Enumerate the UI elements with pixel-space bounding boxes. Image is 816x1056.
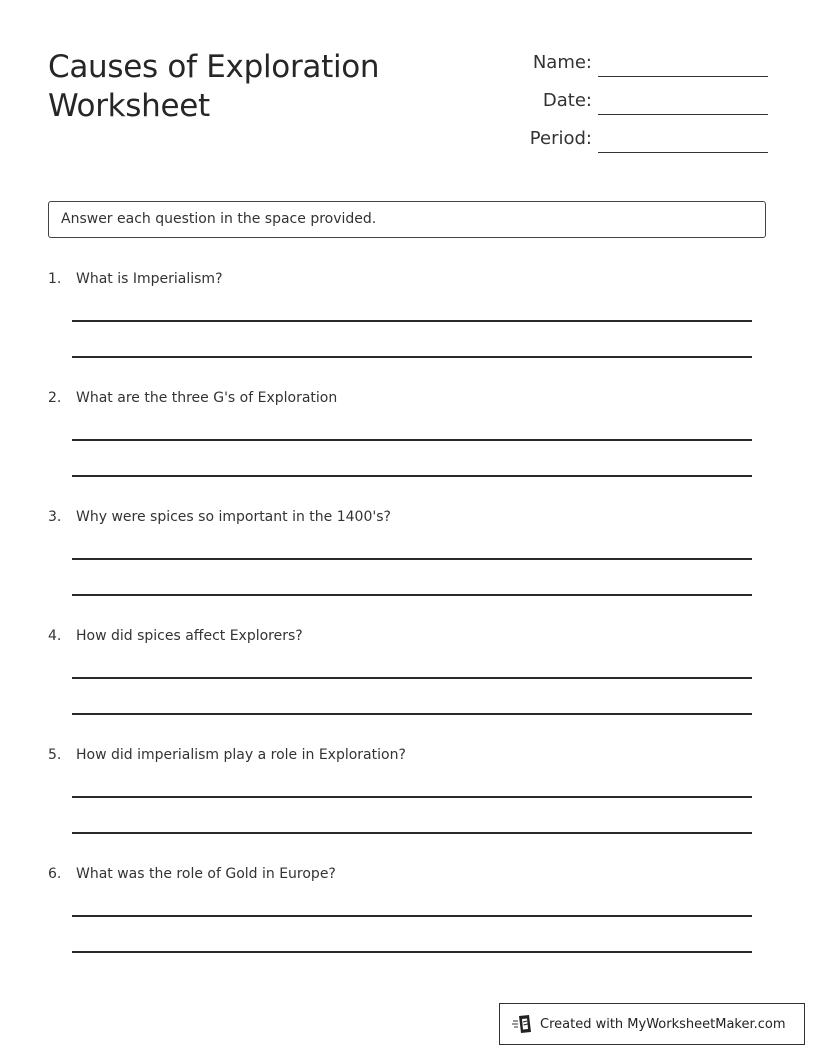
- answer-line-2[interactable]: [72, 475, 752, 477]
- question-number: 1.: [48, 271, 62, 287]
- title-line-1: Causes of Exploration: [48, 49, 380, 85]
- worksheet-title: [48, 48, 468, 126]
- answer-line-2[interactable]: [72, 832, 752, 834]
- answer-line-2[interactable]: [72, 356, 752, 358]
- question-number: 6.: [48, 866, 62, 882]
- question-number: 2.: [48, 390, 62, 406]
- question-6: [48, 866, 768, 985]
- instructions-box: Answer each question in the space provided.: [48, 201, 766, 238]
- answer-line-2[interactable]: [72, 713, 752, 715]
- question-5: [48, 747, 768, 866]
- question-1: [48, 271, 768, 390]
- footer-credit-text: Created with MyWorksheetMaker.com: [540, 1016, 786, 1032]
- answer-line-1[interactable]: [72, 796, 752, 798]
- question-text: What was the role of Gold in Europe?: [76, 866, 336, 882]
- student-info-fields: [500, 50, 768, 164]
- worksheet-maker-logo-icon: [512, 1013, 534, 1035]
- name-blank-line[interactable]: [598, 76, 768, 77]
- question-3: [48, 509, 768, 628]
- answer-line-1[interactable]: [72, 558, 752, 560]
- footer-credit-badge[interactable]: [499, 1003, 805, 1045]
- question-2: [48, 390, 768, 509]
- answer-line-1[interactable]: [72, 677, 752, 679]
- date-field: [500, 88, 768, 126]
- question-number: 3.: [48, 509, 62, 525]
- name-label: Name:: [532, 52, 592, 73]
- period-blank-line[interactable]: [598, 152, 768, 153]
- title-line-2: Worksheet: [48, 88, 210, 124]
- period-field: [500, 126, 768, 164]
- question-number: 5.: [48, 747, 62, 763]
- answer-line-1[interactable]: [72, 915, 752, 917]
- answer-line-2[interactable]: [72, 594, 752, 596]
- question-4: [48, 628, 768, 747]
- question-text: How did spices affect Explorers?: [76, 628, 303, 644]
- period-label: Period:: [529, 128, 592, 149]
- date-blank-line[interactable]: [598, 114, 768, 115]
- question-number: 4.: [48, 628, 62, 644]
- question-text: What are the three G's of Exploration: [76, 390, 338, 406]
- question-text: How did imperialism play a role in Exploration?: [76, 747, 406, 763]
- name-field: [500, 50, 768, 88]
- answer-line-2[interactable]: [72, 951, 752, 953]
- date-label: Date:: [542, 90, 592, 111]
- question-text: What is Imperialism?: [76, 271, 223, 287]
- answer-line-1[interactable]: [72, 439, 752, 441]
- answer-line-1[interactable]: [72, 320, 752, 322]
- question-text: Why were spices so important in the 1400's?: [76, 509, 391, 525]
